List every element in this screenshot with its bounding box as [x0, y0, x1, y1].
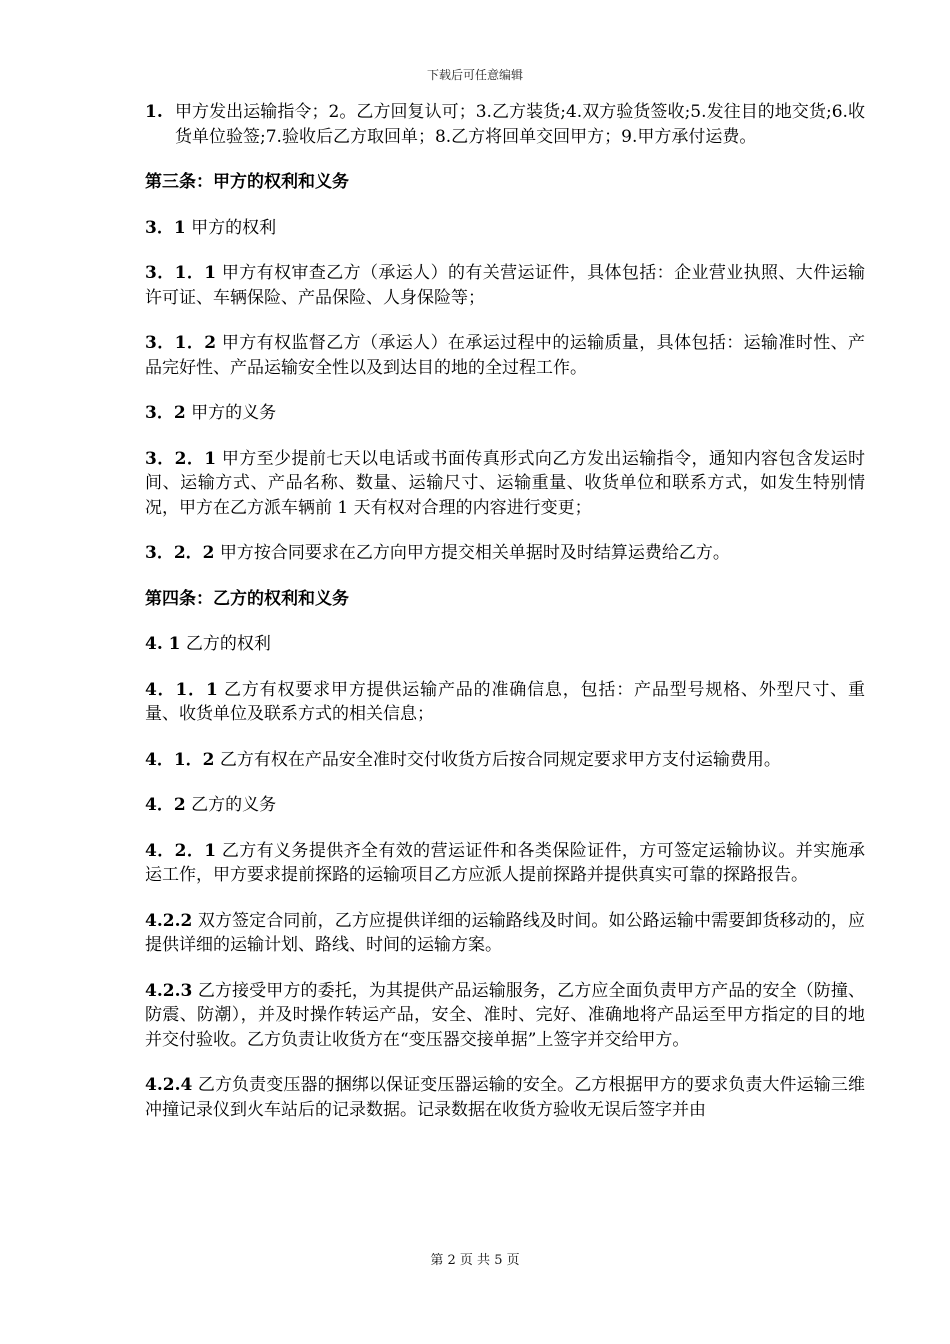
clause-4-2-1	[145, 839, 865, 888]
clause-text: 甲方按合同要求在乙方向甲方提交相关单据时及时结算运费给乙方。	[219, 543, 730, 563]
clause-number: 4．1．1	[145, 679, 218, 700]
clause-3-1	[145, 216, 865, 241]
clause-3-2-1	[145, 447, 865, 521]
clause-4-1-2	[145, 748, 865, 773]
clause-number: 3．2．2	[145, 543, 215, 563]
clause-text: 甲方有权监督乙方（承运人）在承运过程中的运输质量，具体包括：运输准时性、产品完好性、产品运输安全性以及到达目的地的全过程工作。	[145, 333, 865, 378]
clause-3-2	[145, 401, 865, 426]
clause-4-2-2	[145, 909, 865, 958]
clause-3-1-2	[145, 331, 865, 380]
document-body	[145, 100, 865, 1143]
clause-number: 3．1	[145, 217, 186, 238]
clause-number: 4. 1	[145, 634, 181, 654]
page-footer: 第 2 页 共 5 页	[430, 1253, 520, 1268]
list-item	[145, 100, 865, 149]
clause-number: 4．2	[145, 795, 186, 815]
clause-text: 乙方有权在产品安全准时交付收货方后按合同规定要求甲方支付运输费用。	[219, 749, 781, 770]
clause-4-2-3	[145, 979, 865, 1053]
section-heading-4	[145, 587, 865, 612]
clause-text: 甲方的义务	[191, 403, 277, 423]
clause-3-2-2	[145, 541, 865, 566]
clause-3-1-1	[145, 261, 865, 310]
clause-text: 甲方至少提前七天以电话或书面传真形式向乙方发出运输指令，通知内容包含发运时间、运输方式、产品名称、数量、运输尺寸、运输重量、收货单位和联系方式，如发生特别情况，甲方在乙方派车辆前 1 天有权对合理的内容进行变更；	[145, 448, 865, 518]
section-heading-3	[145, 170, 865, 195]
list-number: 1.	[145, 102, 163, 122]
clause-number: 4．1．2	[145, 749, 215, 770]
clause-number: 3．2	[145, 403, 186, 423]
clause-4-1	[145, 632, 865, 657]
clause-number: 3．1．2	[145, 333, 217, 353]
clause-text: 乙方负责变压器的捆绑以保证变压器运输的安全。乙方根据甲方的要求负责大件运输三维冲撞记录仪到火车站后的记录数据。记录数据在收货方验收无误后签字并由	[145, 1075, 865, 1120]
clause-text: 乙方有义务提供齐全有效的营运证件和各类保险证件，方可签定运输协议。并实施承运工作，甲方要求提前探路的运输项目乙方应派人提前探路并提供真实可靠的探路报告。	[145, 840, 865, 885]
clause-text: 乙方的权利	[185, 634, 271, 654]
section-heading-text: 第三条：甲方的权利和义务	[145, 172, 349, 192]
section-heading-text: 第四条：乙方的权利和义务	[145, 588, 349, 609]
clause-number: 4.2.3	[145, 980, 193, 1001]
clause-text: 甲方有权审查乙方（承运人）的有关营运证件，具体包括：企业营业执照、大件运输许可证、车辆保险、产品保险、人身保险等；	[145, 263, 865, 308]
clause-4-2-4	[145, 1073, 865, 1122]
clause-number: 4．2．1	[145, 840, 217, 861]
clause-text: 乙方的义务	[191, 795, 277, 815]
clause-number: 3．1．1	[145, 263, 217, 283]
clause-text: 乙方接受甲方的委托，为其提供产品运输服务，乙方应全面负责甲方产品的安全（防撞、防震、防潮），并及时操作转运产品，安全、准时、完好、准确地将产品运至甲方指定的目的地并交付验收。乙方负责让收货方在“变压器交接单据”上签字并交给甲方。	[145, 980, 865, 1050]
page-header: 下载后可任意编辑	[426, 68, 523, 82]
clause-4-2	[145, 793, 865, 818]
clause-number: 4.2.2	[145, 910, 193, 931]
clause-number: 4.2.4	[145, 1075, 193, 1095]
clause-text: 双方签定合同前，乙方应提供详细的运输路线及时间。如公路运输中需要卸货移动的，应提供详细的运输计划、路线、时间的运输方案。	[145, 910, 865, 955]
clause-text: 甲方的权利	[191, 217, 277, 238]
clause-4-1-1	[145, 678, 865, 727]
clause-text: 乙方有权要求甲方提供运输产品的准确信息，包括：产品型号规格、外型尺寸、重量、收货单位及联系方式的相关信息；	[145, 679, 865, 724]
clause-number: 3．2．1	[145, 448, 217, 469]
list-text: 甲方发出运输指令；2。乙方回复认可；3.乙方装货;4.双方验货签收;5.发往目的地交货;6.收货单位验签;7.验收后乙方取回单；8.乙方将回单交回甲方；9.甲方承付运费。	[175, 102, 865, 147]
